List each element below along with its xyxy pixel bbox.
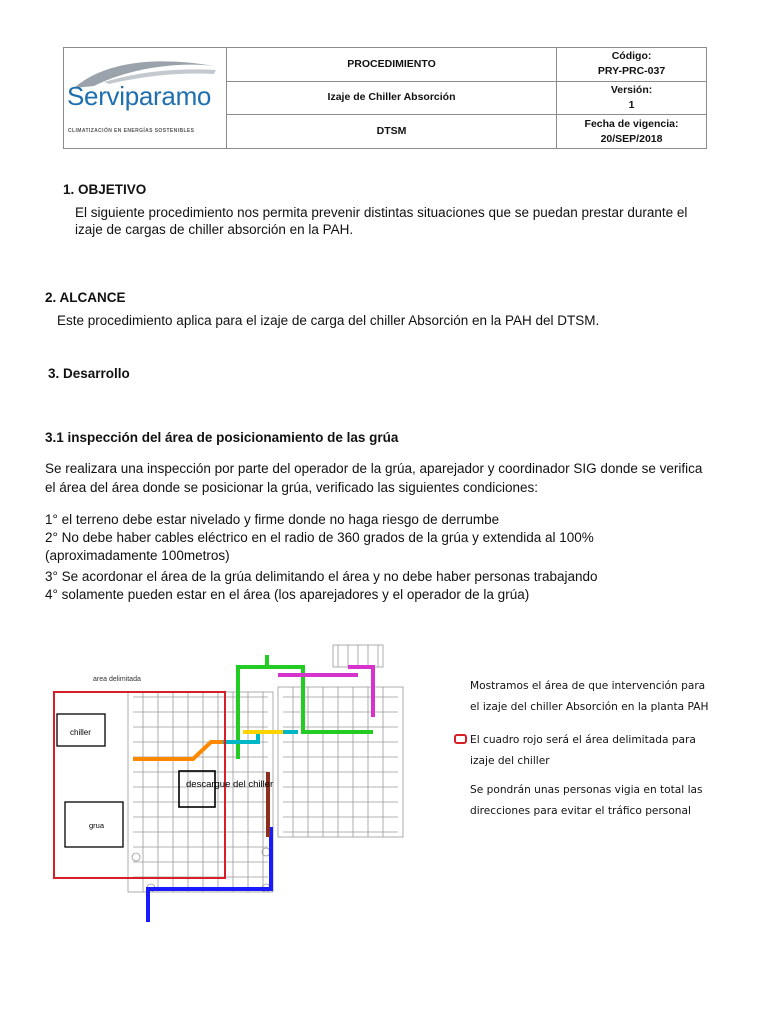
note-1 [470, 676, 708, 717]
code-cell [557, 48, 707, 82]
note-3 [470, 780, 703, 821]
alcance-text: Este procedimiento aplica para el izaje de carga del chiller Absorción en la PAH del DTSM. [57, 313, 600, 328]
document-header [63, 47, 707, 149]
site-plan-drawing [53, 637, 433, 922]
note-3-line-2: direcciones para evitar el tráfico personal [470, 804, 691, 817]
logo-wordmark: Serviparamo [67, 81, 212, 111]
note-2-line-1: El cuadro rojo será el área delimitada para [470, 734, 696, 746]
intro-line-1: Se realizara una inspección por parte del operador de la grúa, aparejador y coordinador SIG donde se verifica [45, 461, 703, 476]
section-objetivo-title: 1. OBJETIVO [63, 182, 147, 197]
condition-4: 4° solamente pueden estar en el área (los aparejadores y el operador de la grúa) [45, 587, 530, 602]
version-label: Versión: [610, 83, 653, 96]
section-desarrollo-title: 3. Desarrollo [48, 366, 130, 381]
date-label: Fecha de vigencia: [584, 117, 679, 130]
note-2-line-2: izaje del chiller [470, 754, 550, 767]
note-3-line-1: Se pondrán unas personas vigia en total las [470, 784, 703, 796]
doc-title: Izaje de Chiller Absorción [227, 81, 557, 115]
condition-3: 3° Se acordonar el área de la grúa delimitando el área y no debe haber personas trabajando [45, 569, 598, 584]
crane-label: grua [89, 821, 105, 830]
code-label: Código: [611, 50, 652, 63]
company-logo [64, 48, 226, 148]
code-value: PRY-PRC-037 [597, 65, 666, 78]
red-square-icon [454, 734, 468, 745]
area-name: DTSM [227, 115, 557, 149]
date-value: 20/SEP/2018 [600, 132, 663, 145]
condition-2b: (aproximadamente 100metros) [45, 548, 230, 563]
note-1-line-1: Mostramos el área de que intervención para [470, 680, 706, 692]
subsection-title: 3.1 inspección del área de posicionamiento de las grúa [45, 430, 399, 445]
note-1-line-2: el izaje del chiller Absorción en la planta PAH [470, 700, 709, 713]
logo-cell [64, 48, 227, 149]
chiller-label: chiller [70, 728, 91, 737]
version-cell [557, 81, 707, 115]
condition-1: 1° el terreno debe estar nivelado y firme donde no haga riesgo de derrumbe [45, 512, 500, 527]
intro-line-2: el área del área donde se posicionar la grúa, verificado las siguientes condiciones: [45, 480, 539, 495]
date-cell [557, 115, 707, 149]
site-plan [53, 637, 433, 927]
condition-2a: 2° No debe haber cables eléctrico en el radio de 360 grados de la grúa y extendida al 100% [45, 530, 594, 545]
objetivo-line-2: izaje de cargas de chiller absorción en la PAH. [75, 222, 354, 237]
logo-tagline: CLIMATIZACIÓN EN ENERGÍAS SOSTENIBLES [68, 128, 195, 134]
doc-type: PROCEDIMIENTO [227, 48, 557, 82]
building-outline [128, 645, 403, 892]
note-2 [470, 730, 696, 771]
area-label: area delimitada [93, 676, 141, 683]
section-alcance-title: 2. ALCANCE [45, 290, 126, 305]
unload-label: descargue del chiller [186, 779, 274, 790]
version-value: 1 [628, 98, 635, 111]
objetivo-line-1: El siguiente procedimiento nos permita prevenir distintas situaciones que se puedan prestar durante el [75, 205, 688, 220]
